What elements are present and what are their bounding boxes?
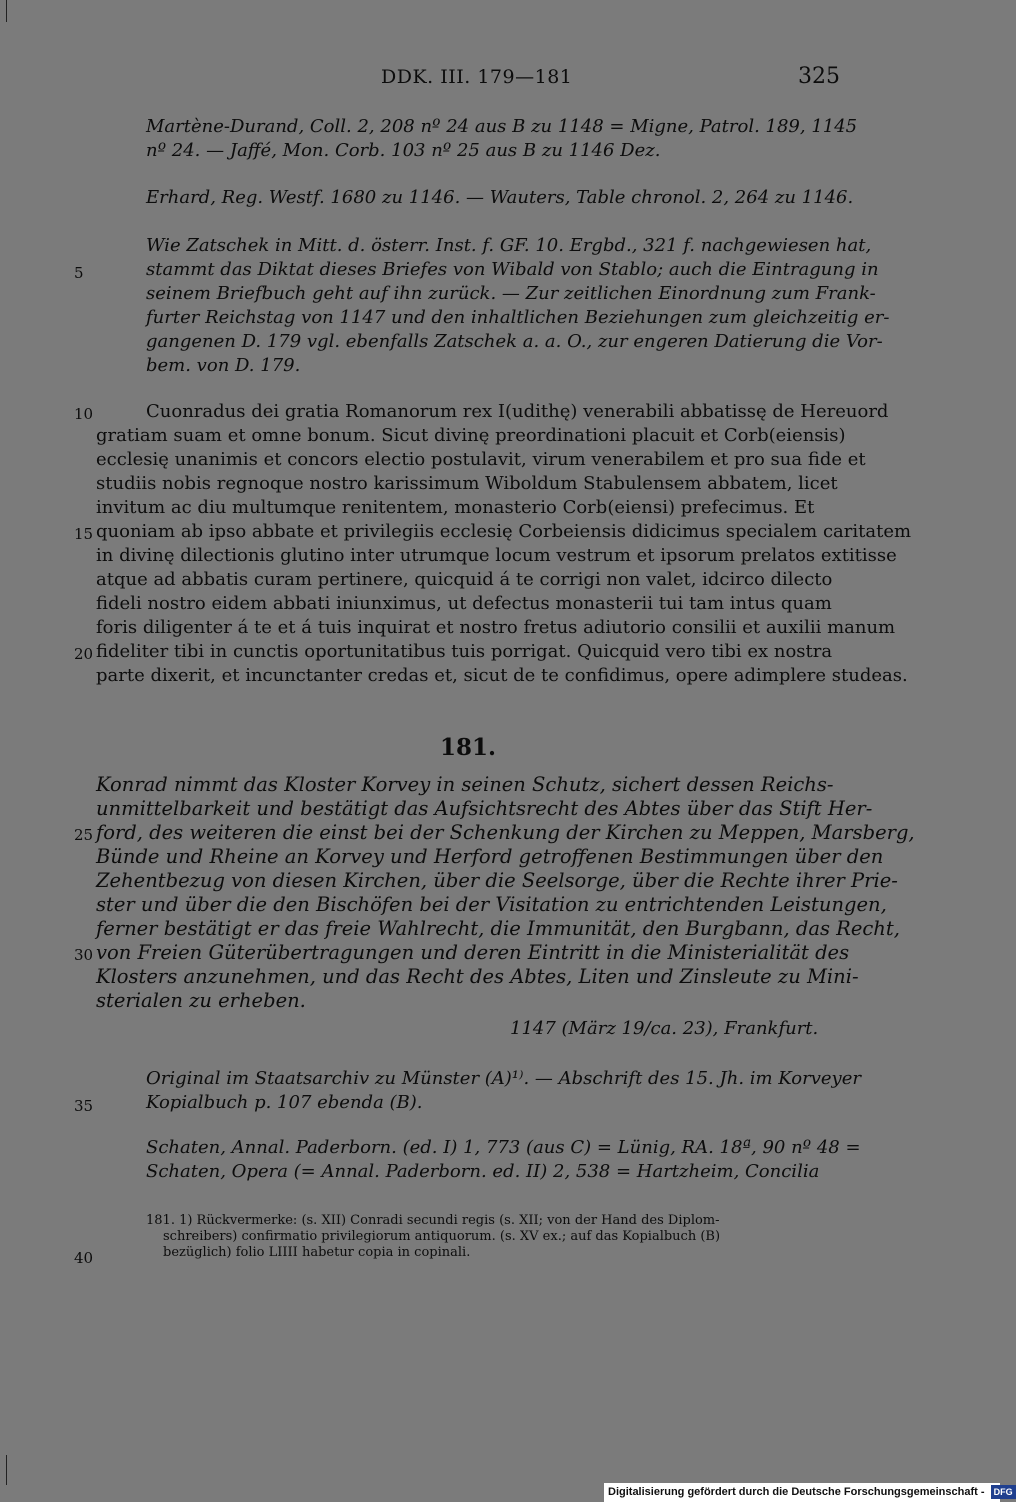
commentary-line: Wie Zatschek in Mitt. d. österr. Inst. f. GF. 10. Ergbd., 321 f. nachgewiesen hat, <box>146 235 872 256</box>
dating-line: 1147 (März 19/ca. 23), Frankfurt. <box>510 1018 819 1039</box>
document-number: 181. <box>440 734 497 761</box>
line-number: 35 <box>74 1097 94 1115</box>
page-number: 325 <box>798 64 840 89</box>
line-number: 5 <box>74 264 84 282</box>
summary-line: Zehentbezug von diesen Kirchen, über die Seelsorge, über die Rechte ihrer Prie- <box>96 869 898 892</box>
prints-line: Schaten, Annal. Paderborn. (ed. I) 1, 773 (aus C) = Lünig, RA. 18ª, 90 nº 48 = <box>146 1137 861 1158</box>
commentary-line: seinem Briefbuch geht auf ihn zurück. — Zur zeitlichen Einordnung zum Frank- <box>146 283 876 304</box>
latin-text-line: quoniam ab ipso abbate et privilegiis ecclesię Corbeiensis didicimus specialem caritatem <box>96 521 912 542</box>
funding-banner <box>604 1483 1013 1502</box>
line-number: 10 <box>74 405 94 423</box>
summary-line: Bünde und Rheine an Korvey und Herford getroffenen Bestimmungen über den <box>96 845 884 868</box>
summary-line: von Freien Güterübertragungen und deren Eintritt in die Ministerialität des <box>96 941 850 964</box>
commentary-line: bem. von D. 179. <box>146 355 301 376</box>
latin-text-line: gratiam suam et omne bonum. Sicut divinę preordinationi placuit et Corb(eiensis) <box>96 425 846 446</box>
summary-line: ster und über die den Bischöfen bei der Visitation zu entrichtenden Leistungen, <box>96 893 887 916</box>
line-number: 40 <box>74 1249 94 1267</box>
line-number: 20 <box>74 645 94 663</box>
summary-line: unmittelbarkeit und bestätigt das Aufsichtsrecht des Abtes über das Stift Her- <box>96 797 873 820</box>
summary-line: Konrad nimmt das Kloster Korvey in seinen Schutz, sichert dessen Reichs- <box>96 773 834 796</box>
scan-edge-mark-top <box>6 0 7 22</box>
prints-line: Schaten, Opera (= Annal. Paderborn. ed. II) 2, 538 = Hartzheim, Concilia <box>146 1161 820 1182</box>
summary-line: ford, des weiteren die einst bei der Schenkung der Kirchen zu Meppen, Marsberg, <box>96 821 915 844</box>
scan-edge-mark-bottom <box>6 1455 7 1485</box>
latin-text-line: in divinę dilectionis glutino inter utrumque locum vestrum et ipsorum prelatos extitisse <box>96 545 897 566</box>
latin-text-line: foris diligenter á te et á tuis inquirat et nostro fretus adiutorio consilii et auxilii manum <box>96 617 896 638</box>
commentary-line: furter Reichstag von 1147 und den inhaltlichen Beziehungen zum gleichzeitig er- <box>146 307 890 328</box>
latin-text-line: fideliter tibi in cunctis oportunitatibus tuis porrigat. Quicquid vero tibi ex nostra <box>96 641 833 662</box>
summary-line: sterialen zu erheben. <box>96 989 306 1012</box>
latin-text-line: atque ad abbatis curam pertinere, quicquid á te corrigi non valet, idcirco dilecto <box>96 569 833 590</box>
source-line: Martène-Durand, Coll. 2, 208 nº 24 aus B zu 1148 = Migne, Patrol. 189, 1145 <box>146 116 858 137</box>
regesta-line: Erhard, Reg. Westf. 1680 zu 1146. — Wauters, Table chronol. 2, 264 zu 1146. <box>146 187 854 208</box>
dfg-logo-icon: DFG <box>991 1485 1016 1499</box>
latin-text-line: parte dixerit, et incunctanter credas et, sicut de te confidimus, opere adimplere studeas. <box>96 665 908 686</box>
commentary-line: gangenen D. 179 vgl. ebenfalls Zatschek a. a. O., zur engeren Datierung die Vor- <box>146 331 883 352</box>
source-line: nº 24. — Jaffé, Mon. Corb. 103 nº 25 aus B zu 1146 Dez. <box>146 140 661 161</box>
latin-text-line: ecclesię unanimis et concors electio postulavit, virum venerabilem et pro sua fide et <box>96 449 866 470</box>
line-number: 15 <box>74 525 94 543</box>
tradition-line: Kopialbuch p. 107 ebenda (B). <box>146 1092 423 1113</box>
running-title: DDK. III. 179—181 <box>381 66 573 88</box>
footnote-line: bezüglich) folio LIIII habetur copia in copinali. <box>163 1245 471 1260</box>
footnote-line: 181. 1) Rückvermerke: (s. XII) Conradi secundi regis (s. XII; von der Hand des Diplom- <box>146 1213 720 1228</box>
line-number: 30 <box>74 946 94 964</box>
summary-line: ferner bestätigt er das freie Wahlrecht, die Immunität, den Burgbann, das Recht, <box>96 917 900 940</box>
latin-text-line: Cuonradus dei gratia Romanorum rex I(udithę) venerabili abbatissę de Hereuord <box>146 401 889 422</box>
footnote-line: schreibers) confirmatio privilegiorum antiquorum. (s. XV ex.; auf das Kopialbuch (B) <box>163 1229 721 1244</box>
summary-line: Klosters anzunehmen, und das Recht des Abtes, Liten und Zinsleute zu Mini- <box>96 965 859 988</box>
funding-banner-text: Digitalisierung gefördert durch die Deutsche Forschungsgemeinschaft - <box>608 1486 985 1498</box>
commentary-line: stammt das Diktat dieses Briefes von Wibald von Stablo; auch die Eintragung in <box>146 259 879 280</box>
latin-text-line: fideli nostro eidem abbati iniunximus, ut defectus monasterii tui tam intus quam <box>96 593 832 614</box>
line-number: 25 <box>74 826 94 844</box>
latin-text-line: studiis nobis regnoque nostro karissimum Wiboldum Stabulensem abbatem, licet <box>96 473 838 494</box>
latin-text-line: invitum ac diu multumque renitentem, monasterio Corb(eiensi) prefecimus. Et <box>96 497 815 518</box>
tradition-line: Original im Staatsarchiv zu Münster (A)¹⁾. — Abschrift des 15. Jh. im Korveyer <box>146 1068 861 1089</box>
